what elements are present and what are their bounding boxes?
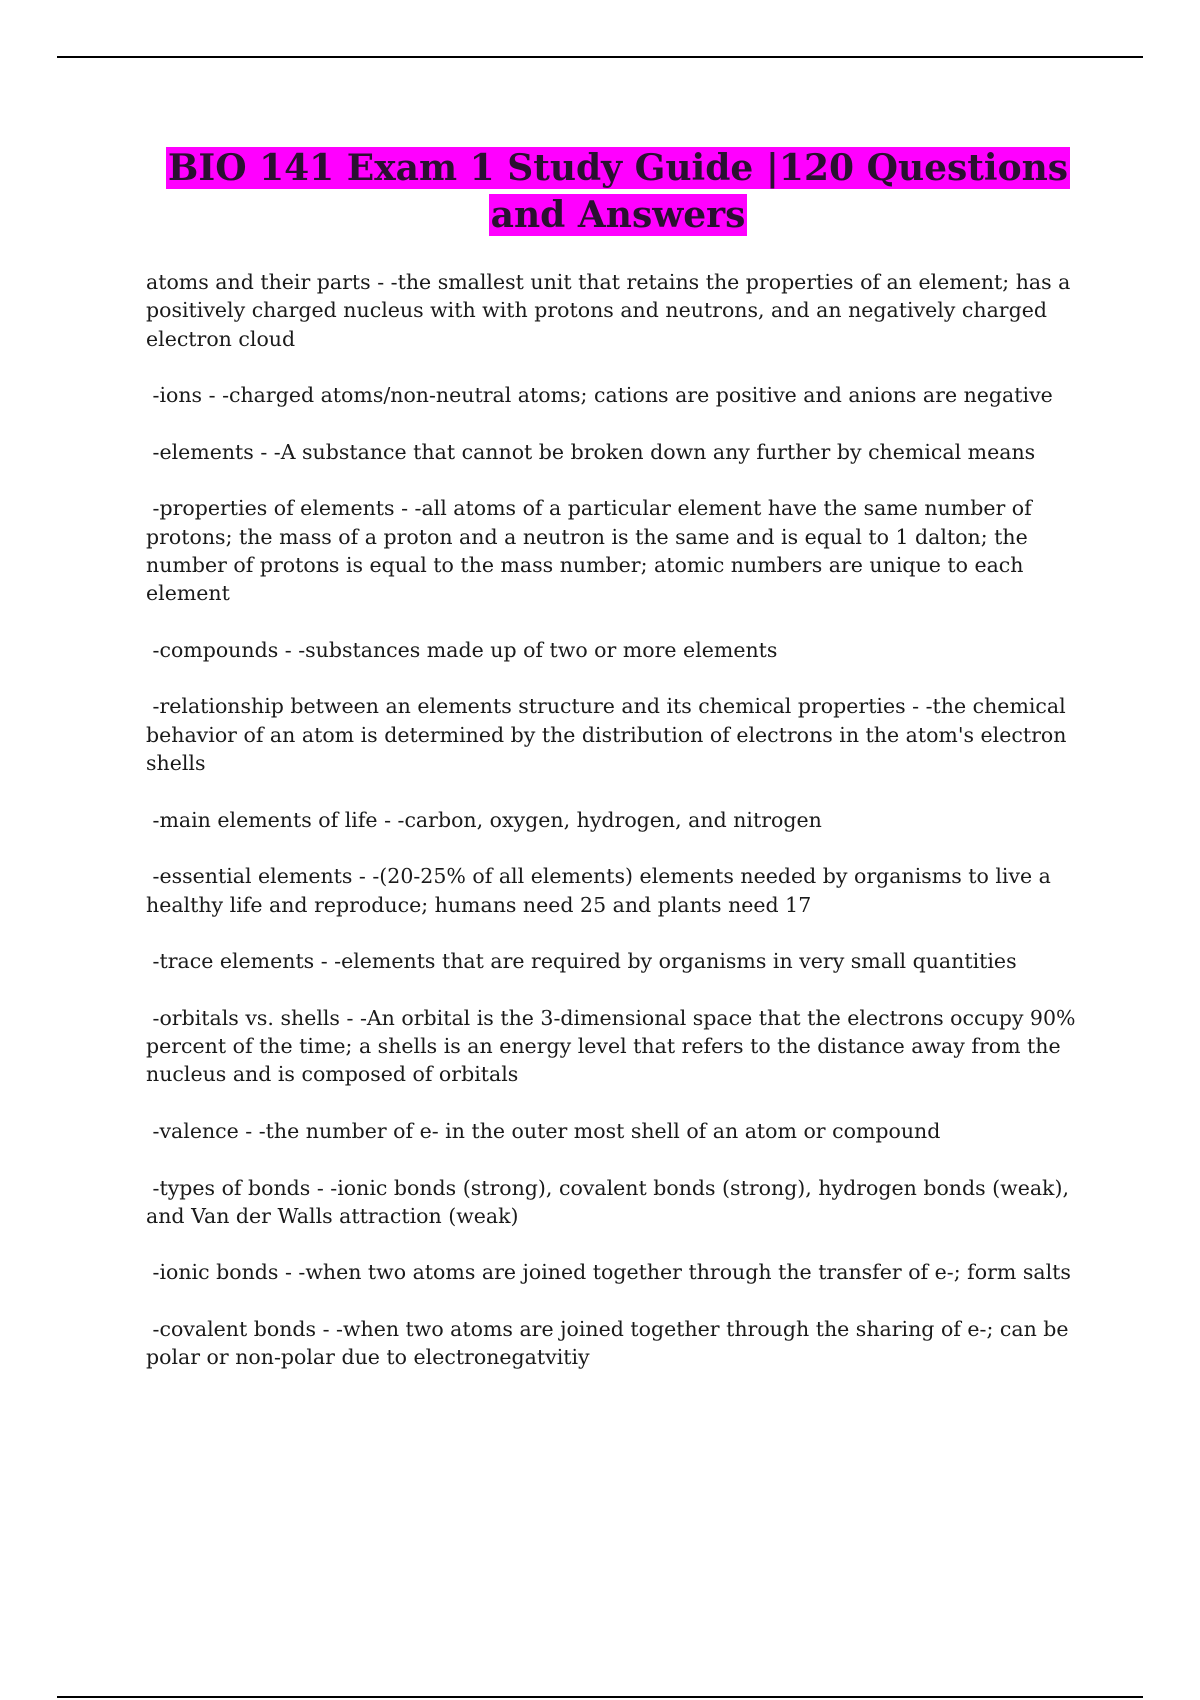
- answer-text: -carbon, oxygen, hydrogen, and nitrogen: [397, 807, 822, 832]
- separator: -: [314, 949, 335, 974]
- qa-item: [146, 494, 1076, 607]
- answer-text: -(20-25% of all elements) elements needed by organisms to live a healthy life and reproduce; humans need 25 and plants need 17: [146, 864, 1058, 917]
- question-term: -properties of elements: [146, 496, 395, 521]
- answer-text: -when two atoms are joined together through the transfer of e-; form salts: [298, 1260, 1071, 1285]
- title-highlight: BIO 141 Exam 1 Study Guide |120 Questions and Answers: [167, 147, 1069, 236]
- question-term: -relationship between an elements structure and its chemical properties: [146, 694, 906, 719]
- qa-item: [146, 268, 1076, 353]
- separator: -: [339, 1005, 360, 1030]
- qa-item: [146, 947, 1076, 975]
- separator: -: [238, 1118, 259, 1143]
- separator: -: [278, 637, 299, 662]
- answer-text: -the chemical behavior of an atom is determined by the distribution of electrons in the atom's electron shells: [146, 694, 1073, 776]
- qa-item: [146, 1174, 1076, 1231]
- question-term: -covalent bonds: [146, 1316, 317, 1341]
- qa-item: [146, 806, 1076, 834]
- bottom-rule: [57, 1696, 1143, 1698]
- answer-text: -the number of e- in the outer most shell of an atom or compound: [258, 1118, 941, 1143]
- question-term: -ions: [146, 383, 203, 408]
- qa-item: [146, 692, 1076, 777]
- question-term: -elements: [146, 439, 254, 464]
- separator: -: [394, 496, 415, 521]
- answer-text: -A substance that cannot be broken down any further by chemical means: [273, 439, 1036, 464]
- question-term: -ionic bonds: [146, 1260, 279, 1285]
- question-term: -orbitals vs. shells: [146, 1005, 340, 1030]
- qa-item: [146, 636, 1076, 664]
- question-term: -valence: [146, 1118, 239, 1143]
- answer-text: -ionic bonds (strong), covalent bonds (strong), hydrogen bonds (weak), and Van der Walls attraction (weak): [146, 1175, 1076, 1228]
- answer-text: -elements that are required by organisms in very small quantities: [334, 949, 1017, 974]
- question-term: atoms and their parts: [146, 270, 371, 294]
- question-term: -compounds: [146, 637, 279, 662]
- answer-text: -An orbital is the 3-dimensional space that the electrons occupy 90% percent of the time; a shells is an energy level that refers to the distance away from the nucleus and is composed of orbitals: [146, 1005, 1083, 1087]
- answer-text: -the smallest unit that retains the properties of an element; has a positively charged nucleus with with protons and neutrons, and an negatively charged electron cloud: [146, 270, 1077, 351]
- separator: -: [278, 1260, 299, 1285]
- answer-text: -when two atoms are joined together through the sharing of e-; can be polar or non-polar due to electronegatvitiy: [146, 1316, 1076, 1370]
- answer-text: -all atoms of a particular element have the same number of protons; the mass of a proton and a neutron is the same and is equal to 1 dalton; the number of protons is equal to the mass number; atomic numbers are unique to each element: [146, 496, 1039, 606]
- qa-item: [146, 1117, 1076, 1145]
- study-guide-content: [146, 268, 1083, 1400]
- question-term: -main elements of life: [146, 807, 378, 832]
- top-rule: [57, 56, 1143, 58]
- separator: -: [316, 1316, 337, 1341]
- separator: -: [253, 439, 274, 464]
- question-term: -trace elements: [146, 949, 315, 974]
- separator: -: [370, 270, 391, 294]
- qa-item: [146, 438, 1076, 466]
- qa-item: [146, 1004, 1083, 1089]
- question-term: -essential elements: [146, 864, 353, 889]
- separator: -: [352, 864, 373, 889]
- question-term: -types of bonds: [146, 1175, 311, 1200]
- answer-text: -charged atoms/non-neutral atoms; cations are positive and anions are negative: [222, 383, 1053, 408]
- separator: -: [377, 807, 398, 832]
- page-title: [140, 145, 1096, 239]
- qa-item: [146, 381, 1076, 409]
- separator: -: [905, 694, 926, 719]
- separator: -: [202, 383, 223, 408]
- answer-text: -substances made up of two or more elements: [298, 637, 778, 662]
- qa-item: [146, 1258, 1076, 1286]
- qa-item: [146, 862, 1076, 919]
- separator: -: [310, 1175, 331, 1200]
- qa-item: [146, 1315, 1076, 1372]
